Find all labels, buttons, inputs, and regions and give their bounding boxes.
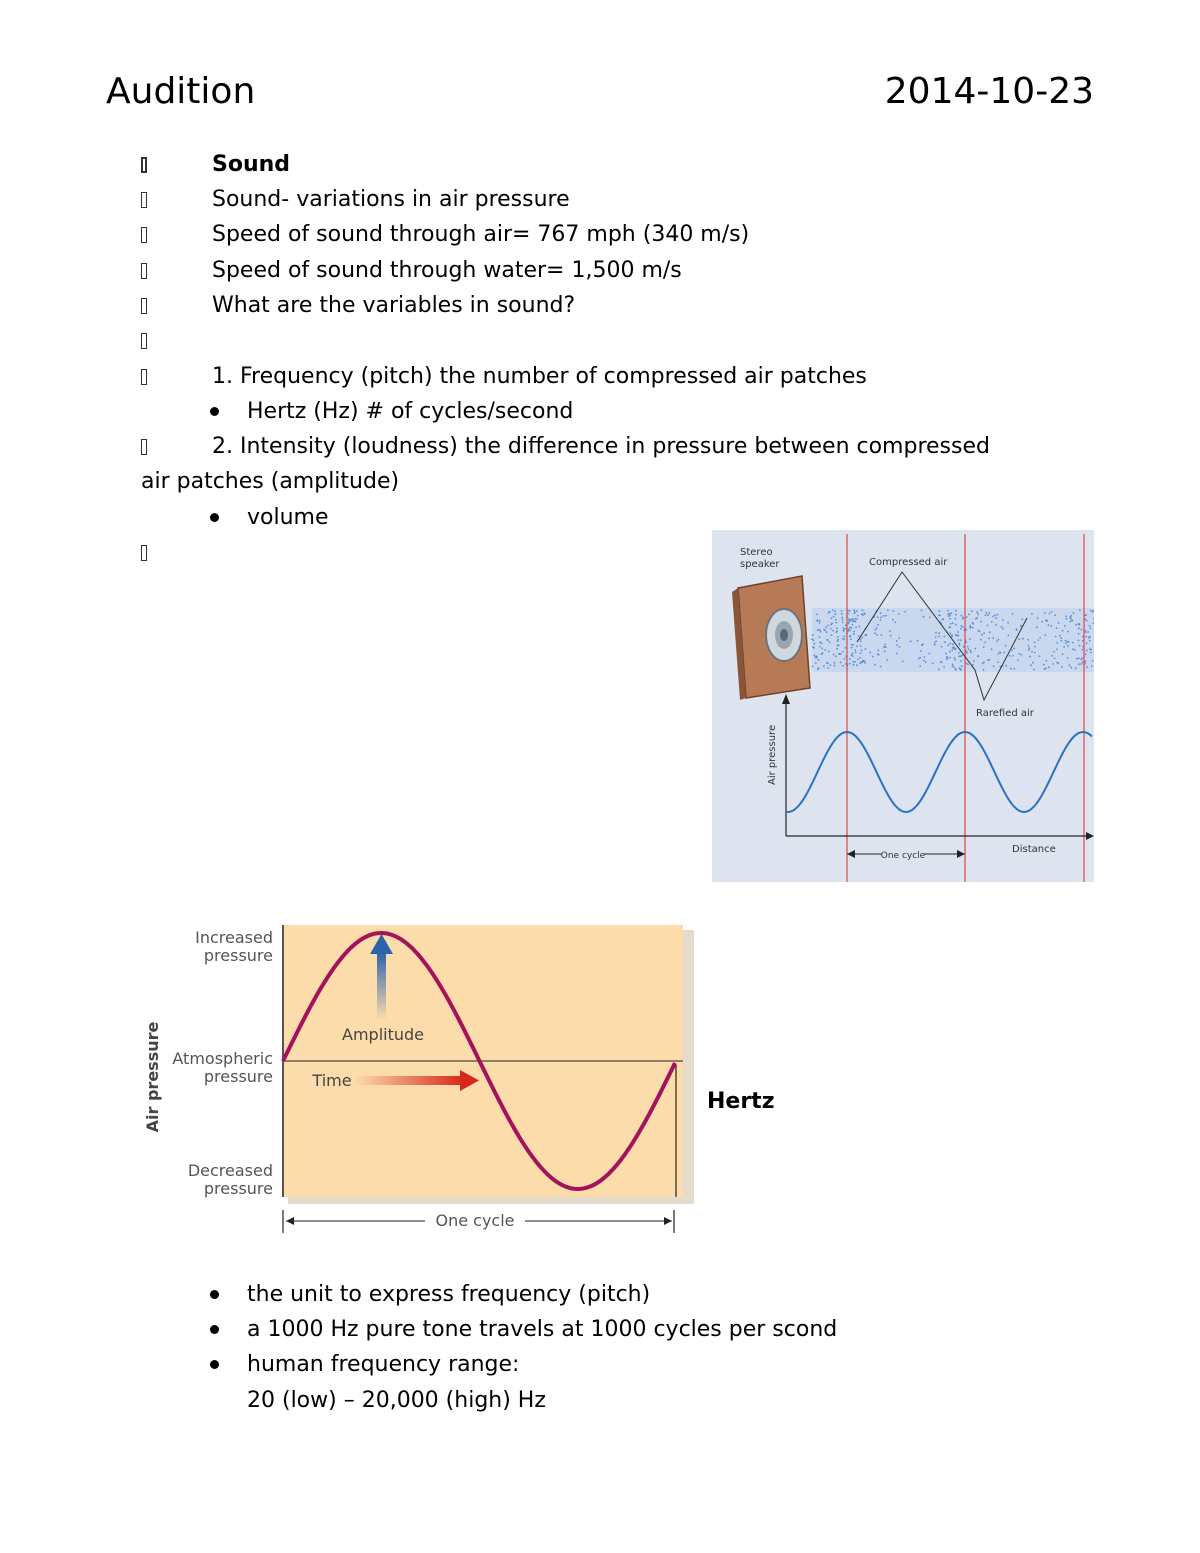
bullet-dot-icon bbox=[210, 1360, 219, 1369]
rarefied-air-label: Rarefied air bbox=[976, 708, 1034, 719]
bullet-box-icon bbox=[141, 263, 147, 279]
bullet-box-icon bbox=[141, 157, 147, 173]
list-item: Sound- variations in air pressure bbox=[141, 185, 1101, 215]
one-cycle-label: One cycle bbox=[880, 851, 926, 861]
list-item-continuation: air patches (amplitude) bbox=[141, 469, 400, 494]
list-item: Speed of sound through air= 767 mph (340 m/s) bbox=[141, 220, 1101, 250]
list-item: Sound bbox=[141, 150, 1101, 180]
sound-wave-speaker-figure bbox=[712, 530, 1094, 882]
bullet-box-icon bbox=[141, 369, 147, 385]
hertz-label: Hertz bbox=[707, 1089, 775, 1114]
air-pressure-axis-label: Air pressure bbox=[143, 1021, 162, 1133]
page-date: 2014-10-23 bbox=[884, 71, 1094, 112]
bullet-dot-icon bbox=[210, 1325, 219, 1334]
bullet-dot-icon bbox=[210, 513, 219, 522]
bullet-box-icon bbox=[141, 192, 147, 208]
time-label: Time bbox=[312, 1071, 352, 1090]
bullet-dot-icon bbox=[210, 1290, 219, 1299]
list-item: What are the variables in sound? bbox=[141, 291, 1101, 321]
stereo-speaker-label: Stereo speaker bbox=[740, 547, 780, 570]
air-pressure-axis-label: Air pressure bbox=[767, 724, 778, 785]
decreased-pressure-label: Decreased pressure bbox=[187, 1161, 273, 1198]
one-cycle-label: One cycle bbox=[435, 1211, 515, 1230]
speaker-icon bbox=[732, 576, 810, 700]
bullet-box-icon bbox=[141, 333, 147, 349]
page-title: Audition bbox=[106, 71, 256, 112]
list-item bbox=[141, 326, 1101, 356]
amplitude-label: Amplitude bbox=[342, 1025, 424, 1044]
bullet-box-icon bbox=[141, 439, 147, 455]
distance-label: Distance bbox=[1012, 844, 1056, 855]
bullet-box-icon bbox=[141, 545, 147, 561]
atmospheric-pressure-label: Atmospheric pressure bbox=[172, 1049, 273, 1086]
increased-pressure-label: Increased pressure bbox=[195, 928, 273, 965]
frequency-range-value: 20 (low) – 20,000 (high) Hz bbox=[247, 1388, 546, 1413]
list-item: 1. Frequency (pitch) the number of compressed air patches bbox=[141, 362, 1101, 392]
list-item: 2. Intensity (loudness) the difference in pressure between compressed bbox=[141, 432, 1101, 462]
compressed-air-label: Compressed air bbox=[869, 557, 948, 568]
air-pressure-cycle-figure bbox=[140, 920, 700, 1250]
bullet-box-icon bbox=[141, 227, 147, 243]
list-item: Speed of sound through water= 1,500 m/s bbox=[141, 256, 1101, 286]
bullet-box-icon bbox=[141, 298, 147, 314]
bullet-dot-icon bbox=[210, 407, 219, 416]
